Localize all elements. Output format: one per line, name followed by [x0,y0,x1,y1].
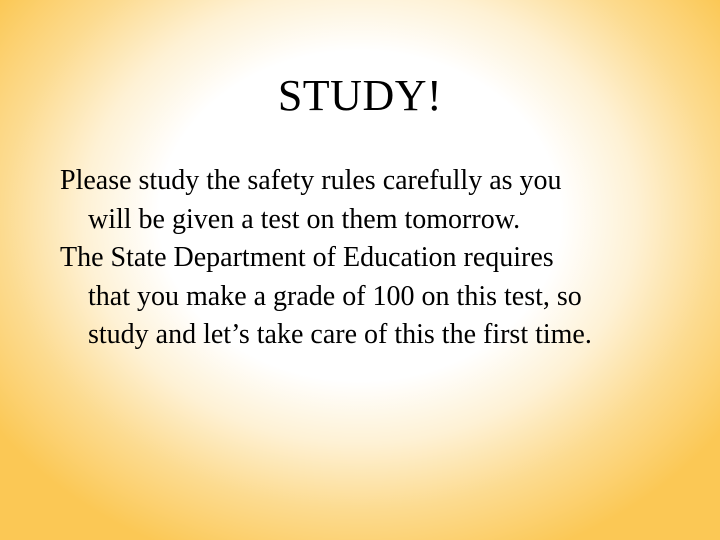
paragraph-line: will be given a test on them tomorrow. [88,203,521,235]
paragraph-line: Please study the safety rules carefully as you [60,165,562,196]
paragraph-line: study and let’s take care of this the first time. [88,319,592,350]
paragraph-requirement [60,239,700,355]
paragraph-line: that you make a grade of 100 on this test, so [88,280,582,312]
slide-body [60,162,700,355]
paragraph-study-rules [60,162,700,239]
paragraph-line: The State Department of Education requires [60,242,554,273]
slide-title: STUDY! [277,71,443,120]
